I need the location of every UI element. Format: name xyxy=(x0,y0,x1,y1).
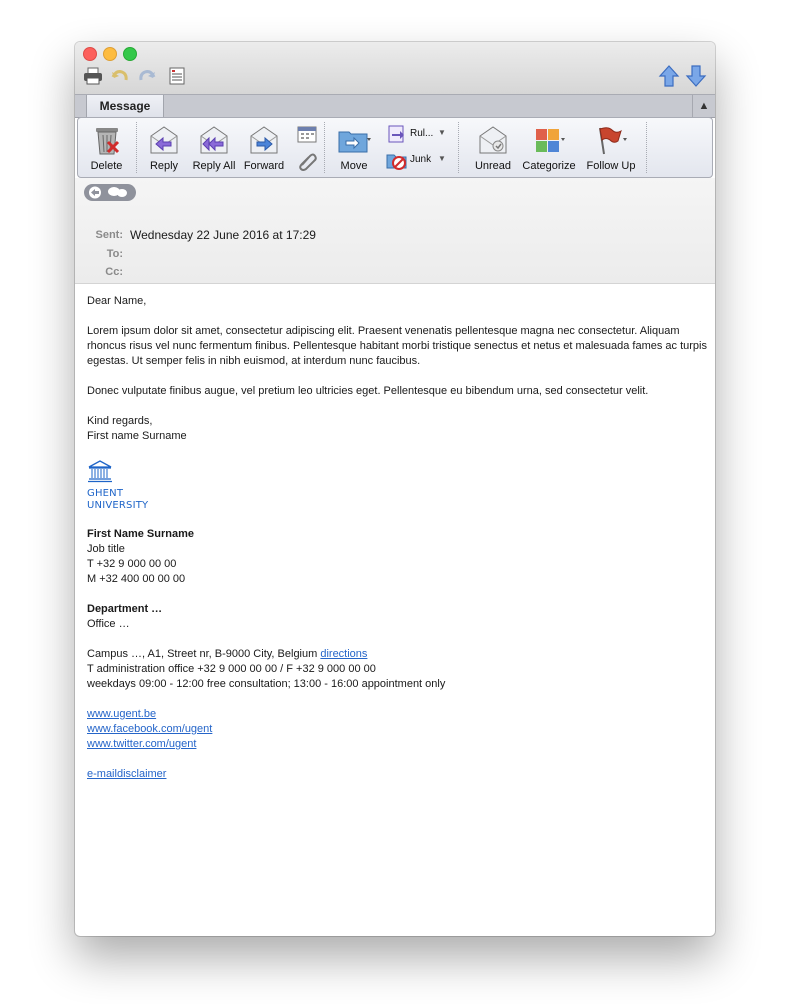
reply-icon xyxy=(147,124,181,156)
signature-name: First Name Surname xyxy=(87,528,194,540)
separator xyxy=(136,122,137,173)
signature-address-block xyxy=(87,647,707,692)
sent-label: Sent: xyxy=(95,229,123,241)
paragraph-1: Lorem ipsum dolor sit amet, consectetur adipiscing elit. Praesent venenatis pellentesque magna nec consectetur. Aliquam rhoncus risus vel nunc fermentum finibus. Pellentesque habitant morbi tristique senectus et netus et malesuada fames ac turpis egestas. Ut semper felis in nibh euismod, at interdum nunc faucibus. xyxy=(87,325,707,367)
logo-text-line-2: UNIVERSITY xyxy=(87,500,149,511)
ghent-university-logo xyxy=(87,459,147,512)
rules-label: Rul... xyxy=(410,128,434,139)
meeting-calendar-icon[interactable] xyxy=(296,124,318,144)
cc-label: Cc: xyxy=(105,266,123,278)
trash-delete-icon xyxy=(90,124,124,156)
separator xyxy=(458,122,459,173)
forward-label: Forward xyxy=(243,160,285,172)
separator xyxy=(324,122,325,173)
paragraph-2: Donec vulputate finibus augue, vel pretium leo ultricies eget. Pellentesque eu bibendum urna, sed consectetur velit. xyxy=(87,385,649,397)
rules-icon xyxy=(386,124,408,144)
signature-telephone: T +32 9 000 00 00 xyxy=(87,558,177,570)
redo-icon[interactable] xyxy=(137,66,157,86)
next-message-arrow-icon[interactable] xyxy=(685,64,707,88)
signature-office: Office … xyxy=(87,618,130,630)
email-disclaimer-link[interactable]: e-maildisclaimer xyxy=(87,768,167,780)
greeting: Dear Name, xyxy=(87,295,147,307)
title-bar xyxy=(75,42,715,94)
follow-up-label: Follow Up xyxy=(586,160,636,172)
back-arrow-conversation-icon xyxy=(84,184,136,201)
closing xyxy=(87,414,707,444)
categorize-button[interactable] xyxy=(520,118,578,177)
delete-label: Delete xyxy=(90,160,123,172)
disclaimer-block xyxy=(87,767,707,782)
print-icon[interactable] xyxy=(83,66,103,86)
message-form-icon[interactable] xyxy=(167,66,187,86)
junk-label: Junk xyxy=(410,154,432,165)
previous-message-arrow-icon[interactable] xyxy=(658,64,680,88)
ribbon-tab-bar xyxy=(75,94,715,118)
signature-admin-phone: T administration office +32 9 000 00 00 / F +32 9 000 00 00 xyxy=(87,663,376,675)
junk-icon xyxy=(386,150,408,170)
categorize-icon xyxy=(532,124,566,156)
undo-icon[interactable] xyxy=(110,66,130,86)
reply-all-button[interactable] xyxy=(190,118,238,177)
reply-button[interactable] xyxy=(140,118,188,177)
delete-button[interactable] xyxy=(84,118,129,177)
forward-button[interactable] xyxy=(240,118,288,177)
move-button[interactable] xyxy=(330,118,378,177)
sent-value: Wednesday 22 June 2016 at 17:29 xyxy=(130,228,316,242)
reply-all-icon xyxy=(197,124,231,156)
minimize-window-button[interactable] xyxy=(103,47,117,61)
signature-hours: weekdays 09:00 - 12:00 free consultation; 13:00 - 16:00 appointment only xyxy=(87,678,446,690)
rules-button[interactable] xyxy=(386,124,448,144)
signature-links xyxy=(87,707,707,752)
separator xyxy=(646,122,647,173)
unread-envelope-icon xyxy=(476,124,510,156)
signature-campus: Campus …, A1, Street nr, B-9000 City, Belgium xyxy=(87,648,321,660)
reply-label: Reply xyxy=(149,160,179,172)
twitter-link[interactable]: www.twitter.com/ugent xyxy=(87,738,197,750)
university-building-icon xyxy=(87,459,113,483)
collapse-ribbon-chevron-icon[interactable]: ▲ xyxy=(692,95,715,117)
junk-dropdown-chevron-icon[interactable]: ▼ xyxy=(438,154,446,163)
tab-message[interactable]: Message xyxy=(86,95,164,117)
move-label: Move xyxy=(340,160,368,172)
to-label: To: xyxy=(106,248,123,260)
unread-button[interactable] xyxy=(470,118,516,177)
signature-campus-line xyxy=(87,647,707,662)
follow-up-flag-icon xyxy=(594,124,628,156)
signature-job-title: Job title xyxy=(87,543,125,555)
closing-name: First name Surname xyxy=(87,430,187,442)
website-link[interactable]: www.ugent.be xyxy=(87,708,157,720)
directions-link[interactable]: directions xyxy=(320,648,368,660)
reply-all-label: Reply All xyxy=(192,160,236,172)
follow-up-button[interactable] xyxy=(582,118,640,177)
unread-label: Unread xyxy=(474,160,512,172)
zoom-window-button[interactable] xyxy=(123,47,137,61)
attachment-paperclip-icon[interactable] xyxy=(296,151,318,171)
junk-button[interactable] xyxy=(386,150,448,170)
closing-line: Kind regards, xyxy=(87,415,153,427)
message-navigation-pill[interactable] xyxy=(84,184,136,201)
close-window-button[interactable] xyxy=(83,47,97,61)
ribbon-toolbar xyxy=(77,117,713,178)
message-body xyxy=(87,294,707,797)
signature-contact xyxy=(87,527,707,587)
rules-dropdown-chevron-icon[interactable]: ▼ xyxy=(438,128,446,137)
signature-department-block xyxy=(87,602,707,632)
facebook-link[interactable]: www.facebook.com/ugent xyxy=(87,723,213,735)
logo-text-line-1: GHENT xyxy=(87,488,124,499)
signature-department: Department … xyxy=(87,603,163,615)
message-header xyxy=(75,178,715,284)
categorize-label: Categorize xyxy=(522,160,576,172)
forward-icon xyxy=(247,124,281,156)
signature-mobile: M +32 400 00 00 00 xyxy=(87,573,186,585)
mail-window xyxy=(75,42,715,936)
move-folder-icon xyxy=(337,124,371,156)
